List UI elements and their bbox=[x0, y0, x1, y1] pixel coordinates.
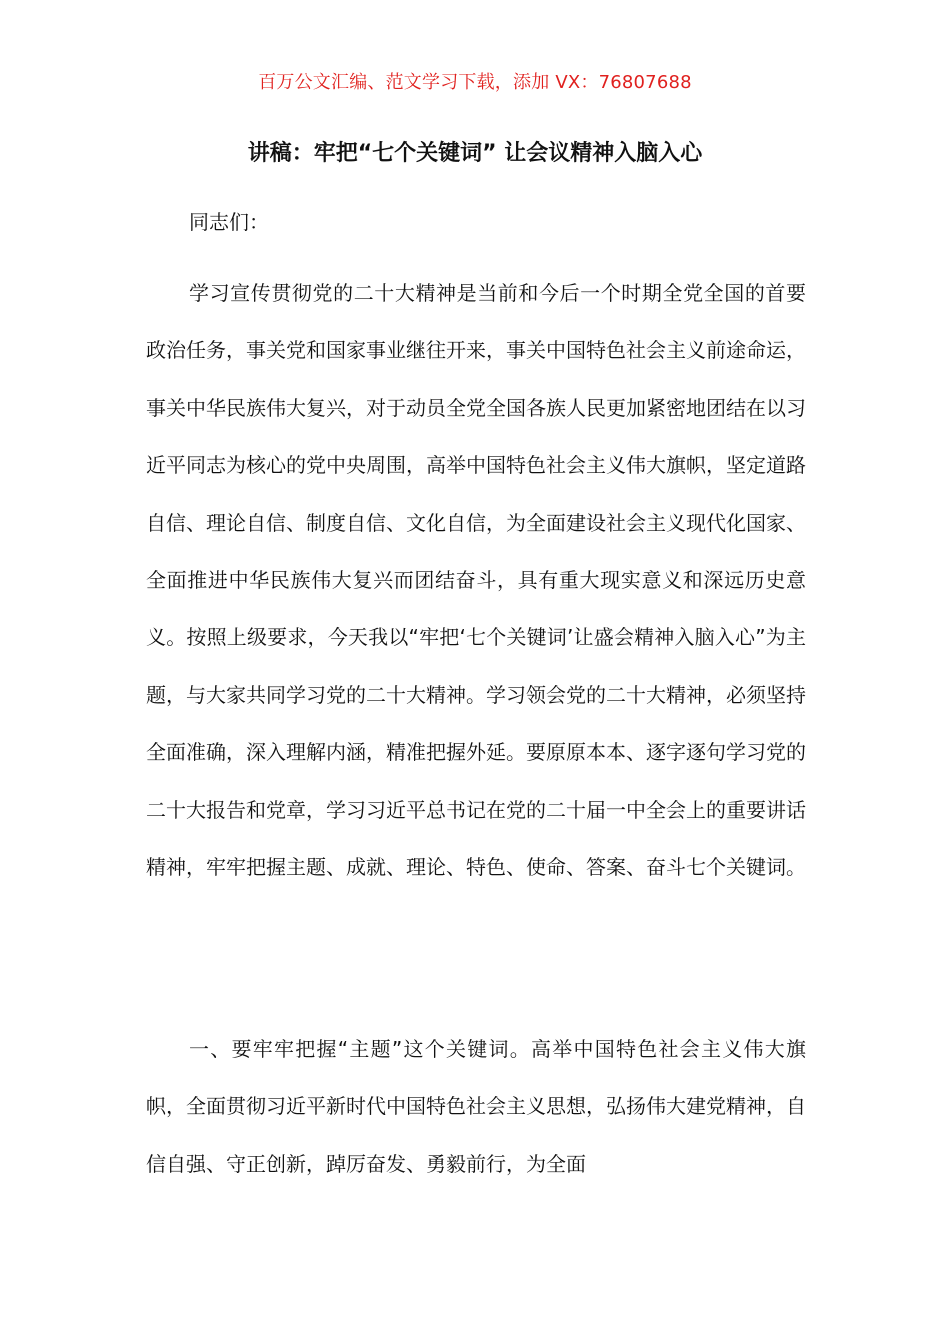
document-title: 讲稿：牢把“七个关键词” 让会议精神入脑入心 bbox=[247, 141, 703, 166]
body-paragraph-1: 学习宣传贯彻党的二十大精神是当前和今后一个时期全党全国的首要政治任务，事关党和国家事业继往开来，事关中国特色社会主义前途命运，事关中华民族伟大复兴，对于动员全党全国各族人民更加紧密地团结在以习近平同志为核心的党中央周围，高举中国特色社会主义伟大旗帜，坚定道路自信、理论自信、制度自信、文化自信，为全面建设社会主义现代化国家、全面推进中华民族伟大复兴而团结奋斗，具有重大现实意义和深远历史意义。按照上级要求，今天我以“牢把‘七个关键词’让盛会精神入脑入心”为主题，与大家共同学习党的二十大精神。学习领会党的二十大精神，必须坚持全面准确，深入理解内涵，精准把握外延。要原原本本、逐字逐句学习党的二十大报告和党章，学习习近平总书记在党的二十届一中全会上的重要讲话精神，牢牢把握主题、成就、理论、特色、使命、答案、奋斗七个关键词。 bbox=[146, 281, 806, 880]
salutation: 同志们： bbox=[189, 210, 269, 234]
header-note: 百万公文汇编、范文学习下载，添加 VX：76807688 bbox=[258, 72, 692, 93]
body-paragraph-2: 一、要牢牢把握“主题”这个关键词。高举中国特色社会主义伟大旗帜，全面贯彻习近平新时代中国特色社会主义思想，弘扬伟大建党精神，自信自强、守正创新，踔厉奋发、勇毅前行，为全面 bbox=[146, 1037, 806, 1176]
